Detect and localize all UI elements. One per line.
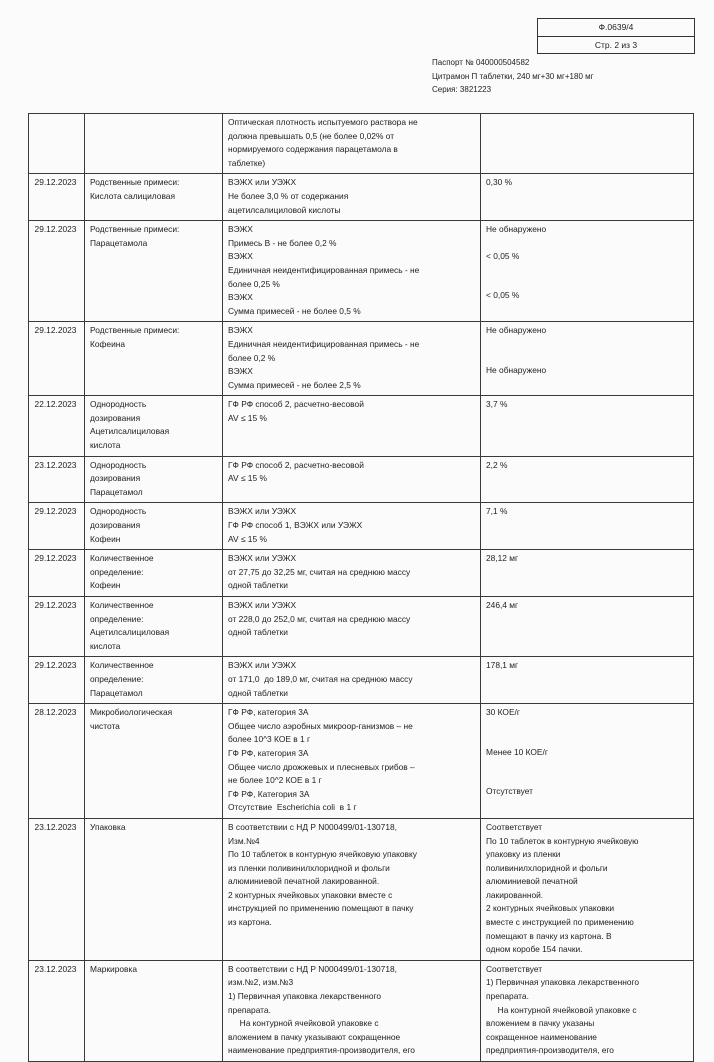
test-method-line: ВЭЖХ [228, 292, 253, 303]
test-name-line: дозирования [90, 520, 141, 531]
test-result-line [486, 237, 689, 250]
test-name-line: Однородность [90, 506, 147, 517]
test-date-cell [29, 114, 85, 174]
test-result-line: предприятия-производителя, его [486, 1045, 614, 1056]
test-name-cell [85, 114, 223, 174]
test-result-cell [481, 114, 694, 174]
test-result-line: вложением в пачку указаны [486, 1018, 595, 1029]
test-date-cell [29, 322, 85, 396]
test-method-line: AV ≤ 15 % [228, 533, 267, 544]
test-date-cell [29, 960, 85, 1061]
test-method-line: таблетке) [228, 157, 266, 168]
test-name-line: Кофеин [90, 533, 121, 544]
test-date: 23.12.2023 [34, 963, 77, 974]
form-code: Ф.0639/4 [598, 22, 634, 32]
test-result-line: Соответствует [486, 963, 543, 974]
test-date-cell [29, 818, 85, 960]
test-method-cell [223, 396, 481, 456]
test-result-line [486, 759, 689, 772]
test-method-line: из картона. [228, 917, 272, 928]
test-name-cell [85, 174, 223, 221]
test-method-cell [223, 818, 481, 960]
test-result-cell [481, 322, 694, 396]
test-result-line: Отсутствует [486, 786, 533, 797]
test-method-line: 1) Первичная упаковка лекарственного [228, 991, 382, 1002]
test-name-line: Родственные примеси: [90, 224, 180, 235]
test-date-cell [29, 704, 85, 819]
table-row [29, 657, 694, 704]
test-result-cell [481, 818, 694, 960]
test-method-line: инструкцией по применению помещают в пачку [228, 903, 414, 914]
test-name-line: чистота [90, 720, 120, 731]
test-date-cell [29, 503, 85, 550]
table-row [29, 597, 694, 657]
test-results-table [28, 113, 694, 1062]
test-method-line: ВЭЖХ или УЭЖХ [228, 660, 297, 671]
test-name-line: определение: [90, 613, 144, 624]
test-date-cell [29, 597, 85, 657]
test-method-line: Общее число аэробных микроор-ганизмов – не [228, 720, 413, 731]
series-number: Серия: 3821223 [432, 85, 492, 94]
test-method-line: более 0,2 % [228, 352, 276, 363]
test-result-cell [481, 456, 694, 503]
test-method-cell [223, 114, 481, 174]
test-method-line: ацетилсалициловой кислоты [228, 204, 341, 215]
test-date: 29.12.2023 [34, 224, 77, 235]
test-result-cell [481, 503, 694, 550]
test-method-line: В соответствии с НД Р N000499/01-130718, [228, 821, 397, 832]
test-name-cell [85, 597, 223, 657]
test-method-line: Изм.№4 [228, 835, 260, 846]
test-method-line: ВЭЖХ или УЭЖХ [228, 553, 297, 564]
test-result-line: препарата. [486, 991, 529, 1002]
test-name-cell [85, 550, 223, 597]
test-result-line: Менее 10 КОЕ/г [486, 746, 548, 757]
test-method-line: Примесь В - не более 0,2 % [228, 237, 337, 248]
test-method-line: ВЭЖХ или УЭЖХ [228, 506, 297, 517]
test-method-line: вложением в пачку указывают сокращенное [228, 1031, 401, 1042]
table-row [29, 114, 694, 174]
test-name-line: Однородность [90, 459, 147, 470]
test-method-line: препарата. [228, 1004, 271, 1015]
test-result-line: < 0,05 % [486, 290, 520, 301]
test-result-line [486, 338, 689, 351]
test-result-line: Не обнаружено [486, 364, 547, 375]
test-method-line: более 0,25 % [228, 278, 280, 289]
test-name-line: определение: [90, 566, 144, 577]
test-method-line: Отсутствие Escherichia coli в 1 г [228, 802, 357, 813]
test-method-line: Единичная неидентифицированная примесь - не [228, 264, 420, 275]
test-name-line: определение: [90, 673, 144, 684]
table-row [29, 322, 694, 396]
test-method-line: ГФ РФ способ 1, ВЭЖХ или УЭЖХ [228, 520, 363, 531]
passport-number: Паспорт № 040000504582 [432, 58, 530, 67]
test-result-line [486, 263, 689, 276]
test-name-line: дозирования [90, 473, 141, 484]
test-name-line: Кофеин [90, 580, 121, 591]
test-result-line: вместе с инструкцией по применению [486, 917, 634, 928]
test-name-cell [85, 322, 223, 396]
test-method-line: Общее число дрожжевых и плесневых грибов – [228, 761, 415, 772]
test-result-line: 28,12 мг [486, 553, 519, 564]
test-result-line: одном коробе 154 пачки. [486, 944, 583, 955]
test-name-line: кислота [90, 640, 121, 651]
test-method-cell [223, 597, 481, 657]
test-result-line: 1) Первичная упаковка лекарственного [486, 977, 640, 988]
test-result-line [486, 720, 689, 733]
test-method-line: AV ≤ 15 % [228, 473, 267, 484]
test-name-cell [85, 657, 223, 704]
test-method-line: из пленки поливинилхлоридной и фольги [228, 862, 390, 873]
test-method-line: Оптическая плотность испытуемого раствора не [228, 117, 418, 127]
test-method-line: более 10^3 КОЕ в 1 г [228, 734, 311, 745]
test-name-line: Количественное [90, 660, 154, 671]
test-result-line: 0,30 % [486, 177, 513, 188]
test-method-line: от 228,0 до 252,0 мг, считая на среднюю массу [228, 613, 411, 624]
table-row [29, 396, 694, 456]
test-result-line: алюминиевой печатной [486, 876, 578, 887]
test-result-line [486, 733, 689, 746]
test-name-line: Парацетамола [90, 237, 148, 248]
test-method-line: ГФ РФ, категория 3А [228, 747, 309, 758]
test-date: 29.12.2023 [34, 325, 77, 336]
test-name-cell [85, 960, 223, 1061]
test-result-cell [481, 550, 694, 597]
test-name-line: Количественное [90, 553, 154, 564]
test-method-line: Сумма примесей - не более 2,5 % [228, 379, 361, 390]
test-name-line: Микробиологическая [90, 707, 173, 718]
test-method-line: AV ≤ 15 % [228, 412, 267, 423]
test-name-cell [85, 704, 223, 819]
table-row [29, 818, 694, 960]
test-name-line: Упаковка [90, 821, 126, 832]
table-row [29, 704, 694, 819]
test-method-line: должна превышать 0,5 (не более 0,02% от [228, 130, 395, 141]
table-row [29, 960, 694, 1061]
test-date: 28.12.2023 [34, 707, 77, 718]
test-method-cell [223, 456, 481, 503]
test-name-line: Кофеина [90, 338, 126, 349]
test-method-line: ВЭЖХ или УЭЖХ [228, 600, 297, 610]
test-name-line: Ацетилсалициловая [90, 426, 170, 437]
table-row [29, 550, 694, 597]
table-row [29, 503, 694, 550]
test-name-cell [85, 396, 223, 456]
test-result-cell [481, 396, 694, 456]
test-name-cell [85, 503, 223, 550]
test-result-cell [481, 221, 694, 322]
test-result-cell [481, 657, 694, 704]
test-name-line: Маркировка [90, 963, 137, 974]
test-method-cell [223, 550, 481, 597]
test-method-line: ГФ РФ способ 2, расчетно-весовой [228, 399, 364, 410]
test-result-cell [481, 704, 694, 819]
test-result-line: Не обнаружено [486, 224, 547, 235]
test-name-line: Родственные примеси: [90, 177, 180, 188]
test-method-line: нормируемого содержания парацетамола в [228, 144, 398, 155]
test-method-cell [223, 503, 481, 550]
test-name-cell [85, 456, 223, 503]
test-method-line: наименование предприятия-производителя, его [228, 1045, 415, 1056]
test-result-line: помещают в пачку из картона. В [486, 930, 612, 941]
test-result-line: < 0,05 % [486, 250, 520, 261]
test-method-line: ВЭЖХ или УЭЖХ [228, 177, 297, 188]
test-result-line: 2,2 % [486, 459, 508, 470]
test-method-cell [223, 322, 481, 396]
test-name-line: Однородность [90, 399, 147, 410]
test-method-line: от 171,0 до 189,0 мг, считая на среднюю массу [228, 673, 413, 684]
test-method-cell [223, 221, 481, 322]
test-method-line: 2 контурных ячейковых упаковки вместе с [228, 889, 393, 900]
test-result-line: 246,4 мг [486, 600, 519, 610]
test-result-line: Не обнаружено [486, 325, 547, 336]
test-date-cell [29, 221, 85, 322]
test-date: 29.12.2023 [34, 177, 77, 188]
test-method-cell [223, 704, 481, 819]
test-method-line: На контурной ячейковой упаковке с [228, 1018, 379, 1029]
passport-header [432, 56, 594, 97]
test-date: 29.12.2023 [34, 660, 77, 671]
page-number: Стр. 2 из 3 [538, 36, 694, 53]
test-result-cell [481, 174, 694, 221]
test-method-line: алюминиевой печатной лакированной. [228, 876, 380, 887]
test-result-line: На контурной ячейковой упаковке с [486, 1004, 637, 1015]
test-date: 29.12.2023 [34, 600, 77, 610]
test-date-cell [29, 657, 85, 704]
test-date: 22.12.2023 [34, 399, 77, 410]
test-method-line: от 27,75 до 32,25 мг, считая на среднюю массу [228, 566, 411, 577]
test-method-line: одной таблетки [228, 580, 288, 591]
test-date-cell [29, 396, 85, 456]
test-method-line: Сумма примесей - не более 0,5 % [228, 305, 361, 316]
test-method-line: ВЭЖХ [228, 325, 253, 336]
test-result-line: 2 контурных ячейковых упаковки [486, 903, 615, 914]
test-date: 23.12.2023 [34, 459, 77, 470]
table-row [29, 174, 694, 221]
table-row [29, 456, 694, 503]
test-method-line: ГФ РФ способ 2, расчетно-весовой [228, 459, 364, 470]
test-method-cell [223, 657, 481, 704]
test-date: 23.12.2023 [34, 821, 77, 832]
test-method-line: ГФ РФ, Категория 3А [228, 788, 310, 799]
test-method-line: изм.№2, изм.№3 [228, 977, 294, 988]
test-date: 29.12.2023 [34, 506, 77, 517]
test-name-line: Количественное [90, 600, 154, 610]
test-method-cell [223, 960, 481, 1061]
test-method-line: ГФ РФ, категория 3А [228, 707, 309, 718]
test-result-cell [481, 960, 694, 1061]
test-method-line: ВЭЖХ [228, 366, 253, 377]
test-result-line [486, 276, 689, 289]
test-method-line: Не более 3,0 % от содержания [228, 190, 349, 201]
test-result-line [486, 772, 689, 785]
test-name-cell [85, 818, 223, 960]
test-date-cell [29, 456, 85, 503]
test-method-line: ВЭЖХ [228, 224, 253, 235]
test-name-line: Родственные примеси: [90, 325, 180, 336]
test-name-line: кислота [90, 440, 121, 451]
test-method-cell [223, 174, 481, 221]
test-result-line: По 10 таблеток в контурную ячейковую [486, 835, 639, 846]
test-method-line: Единичная неидентифицированная примесь - не [228, 338, 420, 349]
table-row [29, 221, 694, 322]
product-name: Цитрамон П таблетки, 240 мг+30 мг+180 мг [432, 71, 594, 81]
test-name-line: дозирования [90, 412, 141, 423]
test-name-line: Парацетамол [90, 486, 143, 497]
test-name-cell [85, 221, 223, 322]
test-result-line: 30 КОЕ/г [486, 707, 520, 718]
test-method-line: В соответствии с НД Р N000499/01-130718, [228, 963, 397, 974]
test-date: 29.12.2023 [34, 553, 77, 564]
test-method-line: По 10 таблеток в контурную ячейковую упаковку [228, 849, 417, 860]
test-results-body [29, 114, 694, 1062]
test-result-line: Соответствует [486, 821, 543, 832]
test-result-line: 7,1 % [486, 506, 508, 517]
test-method-line: ВЭЖХ [228, 251, 253, 262]
test-result-line: 178,1 мг [486, 660, 519, 671]
test-result-line: упаковку из пленки [486, 849, 561, 860]
test-result-line: лакированной. [486, 889, 544, 900]
test-result-line: поливинилхлоридной и фольги [486, 862, 608, 873]
test-result-line: 3,7 % [486, 399, 508, 410]
test-result-line [486, 351, 689, 364]
test-date-cell [29, 550, 85, 597]
test-name-line: Ацетилсалициловая [90, 627, 170, 638]
form-code-box [537, 18, 695, 54]
test-method-line: одной таблетки [228, 687, 288, 698]
test-result-cell [481, 597, 694, 657]
test-name-line: Кислота салициловая [90, 190, 175, 201]
test-method-line: не более 10^2 КОЕ в 1 г [228, 775, 322, 786]
test-method-line: одной таблетки [228, 627, 288, 638]
test-result-line: сокращенное наименование [486, 1031, 597, 1042]
test-date-cell [29, 174, 85, 221]
test-name-line: Парацетамол [90, 687, 143, 698]
